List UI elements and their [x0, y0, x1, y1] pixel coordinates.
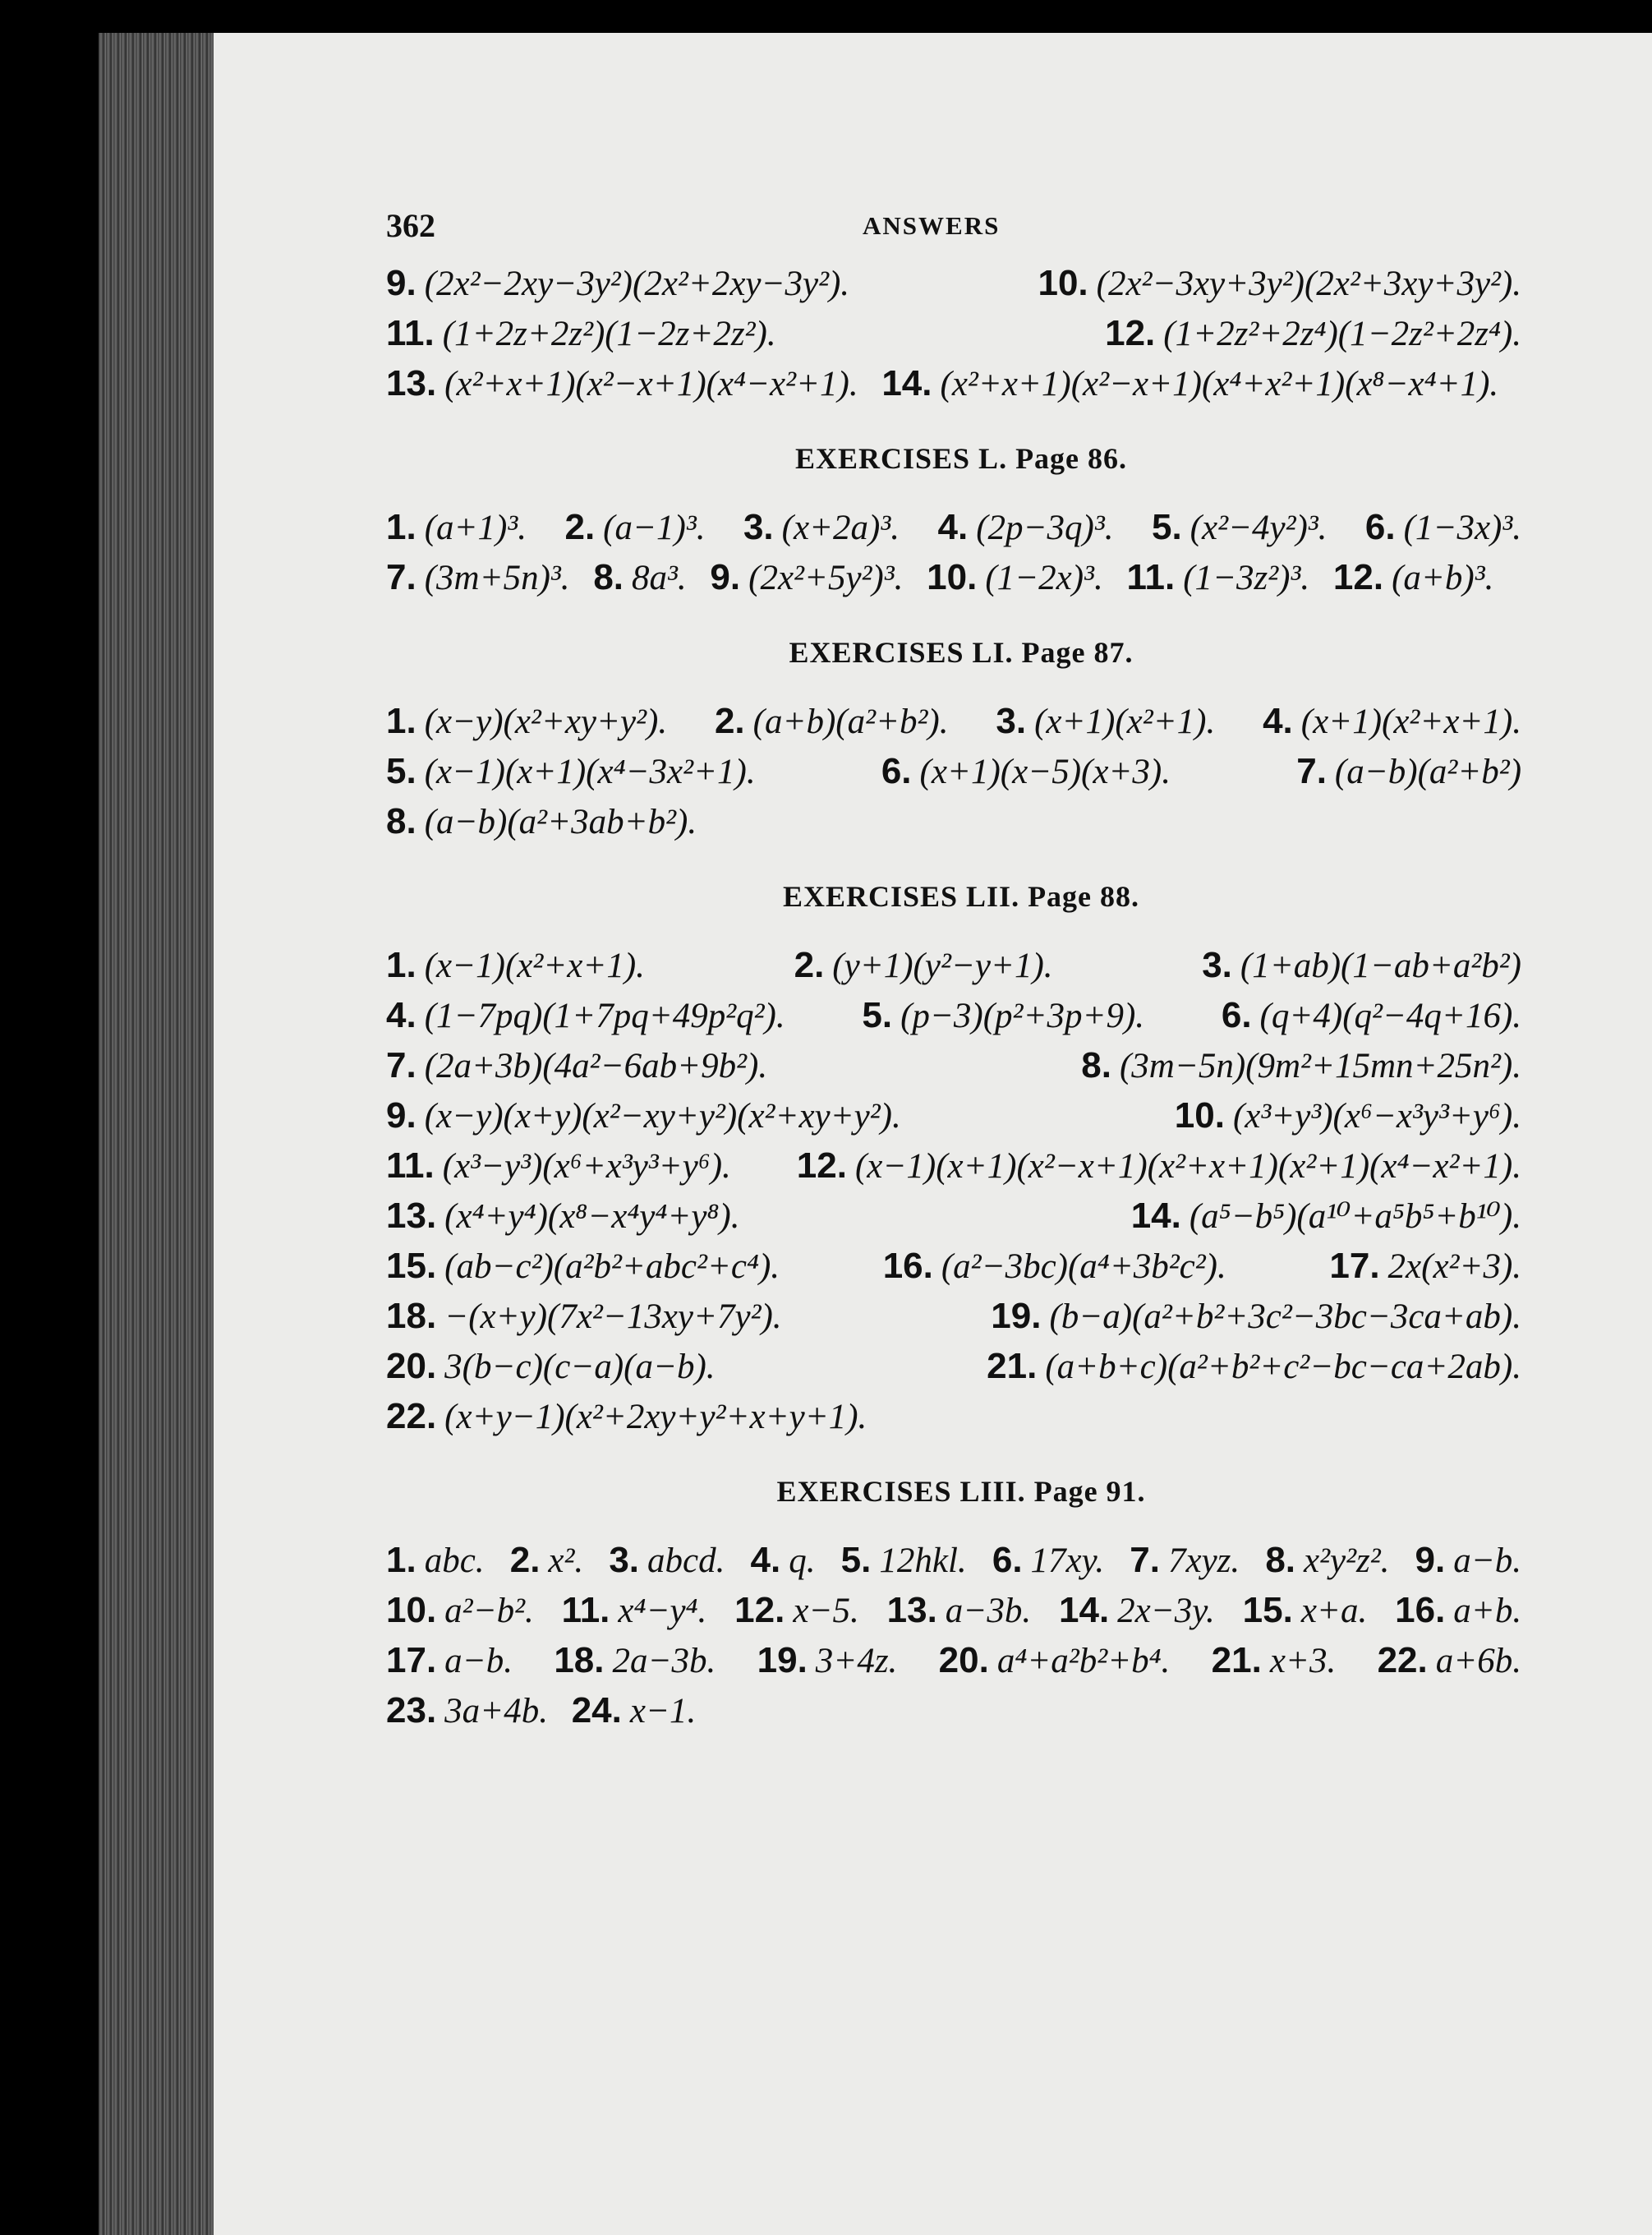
answer-expression: x+3. [1269, 1642, 1337, 1680]
answer-expression: (x−1)(x²+x+1). [424, 947, 645, 985]
answer-expression: (q+4)(q²−4q+16). [1259, 997, 1522, 1035]
answer-number: 3. [1202, 945, 1232, 985]
answer-number: 9. [386, 263, 416, 303]
answer-number: 10. [386, 1590, 437, 1630]
exercise-sections [386, 434, 1536, 1736]
answer-number: 10. [1174, 1095, 1225, 1136]
answer-item [1265, 1541, 1389, 1580]
answer-expression: 12hkl. [879, 1541, 967, 1580]
answer-expression: x−5. [793, 1592, 859, 1630]
answer-expression: (a+b)(a²+b²). [752, 703, 949, 741]
answer-number: 4. [750, 1540, 781, 1580]
answer-item [939, 1642, 1171, 1680]
answer-expression: (x+2a)³. [781, 509, 900, 547]
answer-expression: abc. [424, 1541, 485, 1580]
answer-expression: a²−b². [444, 1592, 534, 1630]
answer-expression: (x+1)(x−5)(x+3). [919, 753, 1171, 791]
answer-item [1038, 265, 1521, 303]
answer-number: 3. [743, 507, 774, 547]
answer-item [1365, 509, 1521, 547]
answer-expression: (x−1)(x+1)(x⁴−3x²+1). [424, 753, 756, 791]
answer-number: 15. [386, 1246, 437, 1286]
answer-item [386, 1297, 782, 1336]
answer-item [593, 559, 686, 597]
answer-item [1329, 1247, 1521, 1286]
answer-item [938, 509, 1114, 547]
answer-item [554, 1642, 716, 1680]
answer-number: 15. [1242, 1590, 1293, 1630]
answer-number: 16. [882, 1246, 933, 1286]
answer-number: 18. [554, 1640, 605, 1680]
answer-expression: 2x−3y. [1117, 1592, 1215, 1630]
answer-number: 11. [386, 313, 435, 353]
answer-item [1131, 1197, 1521, 1236]
answer-number: 6. [992, 1540, 1023, 1580]
answer-expression: (y+1)(y²−y+1). [832, 947, 1053, 985]
answers-paragraph [386, 1536, 1536, 1736]
answer-expression: abcd. [647, 1541, 725, 1580]
answer-expression: x². [548, 1541, 584, 1580]
answer-number: 5. [1151, 507, 1182, 547]
answer-expression: (x+1)(x²+x+1). [1300, 703, 1522, 741]
answer-item [572, 1692, 697, 1730]
answer-expression: (x−y)(x+y)(x²−xy+y²)(x²+xy+y²). [424, 1097, 901, 1136]
answer-number: 5. [862, 995, 893, 1035]
answer-expression: x+a. [1300, 1592, 1368, 1630]
answer-expression: (x³−y³)(x⁶+x³y³+y⁶). [442, 1147, 731, 1186]
answer-number: 7. [1130, 1540, 1160, 1580]
answer-expression: (x+y−1)(x²+2xy+y²+x+y+1). [444, 1398, 867, 1436]
answer-item [386, 365, 858, 403]
answer-expression: −(x+y)(7x²−13xy+7y²). [444, 1297, 782, 1336]
book-spine-edge [99, 33, 222, 2235]
answer-expression: (a²−3bc)(a⁴+3b²c²). [941, 1247, 1226, 1286]
answer-expression: a+6b. [1435, 1642, 1522, 1680]
answer-number: 10. [927, 557, 978, 597]
page-number: 362 [386, 207, 435, 244]
answer-number: 11. [561, 1590, 610, 1630]
answer-expression: (x−y)(x²+xy+y²). [424, 703, 668, 741]
answer-number: 8. [593, 557, 624, 597]
answer-item [1378, 1642, 1521, 1680]
answer-expression: a⁴+a²b²+b⁴. [996, 1642, 1171, 1680]
answer-item [386, 1592, 534, 1630]
answer-number: 12. [1332, 557, 1384, 597]
answer-number: 5. [386, 751, 416, 791]
answer-number: 14. [1130, 1196, 1181, 1236]
answer-number: 23. [386, 1690, 437, 1730]
answer-expression: (x²+x+1)(x²−x+1)(x⁴−x²+1). [444, 365, 858, 403]
answer-item [1263, 703, 1521, 741]
answer-item [996, 703, 1215, 741]
answer-expression: (a−b)(a²+3ab+b²). [424, 803, 697, 841]
answer-expression: 3+4z. [815, 1642, 898, 1680]
answers-paragraph [386, 697, 1536, 847]
answer-item [386, 753, 756, 791]
answer-number: 11. [386, 1145, 435, 1186]
page-header [386, 201, 1536, 259]
answer-expression: (3m+5n)³. [424, 559, 570, 597]
answer-item [510, 1541, 583, 1580]
answer-number: 17. [386, 1640, 437, 1680]
answer-item [1081, 1047, 1521, 1085]
answer-expression: (1−2x)³. [985, 559, 1103, 597]
answer-item [1126, 559, 1309, 597]
answer-expression: x⁴−y⁴. [618, 1592, 707, 1630]
answer-number: 1. [386, 701, 416, 741]
answer-item [881, 753, 1171, 791]
answer-item [386, 1642, 513, 1680]
answer-expression: (x²−4y²)³. [1190, 509, 1328, 547]
answer-number: 4. [937, 507, 969, 547]
answer-number: 4. [386, 995, 416, 1035]
answer-item [883, 1247, 1226, 1286]
answer-expression: (x+1)(x²+1). [1034, 703, 1216, 741]
answer-expression: (a−b)(a²+b²) [1334, 753, 1522, 791]
answer-number: 2. [509, 1540, 541, 1580]
answer-item [1059, 1592, 1215, 1630]
answer-number: 8. [1081, 1045, 1111, 1085]
answer-expression: (1−3z²)³. [1183, 559, 1310, 597]
answer-number: 12. [1105, 313, 1156, 353]
answer-expression: 3(b−c)(c−a)(a−b). [444, 1348, 716, 1386]
answer-number: 22. [386, 1396, 437, 1436]
answer-item [841, 1541, 967, 1580]
answer-number: 2. [714, 701, 745, 741]
answer-number: 9. [386, 1095, 416, 1136]
answer-expression: (a+1)³. [424, 509, 527, 547]
answer-item [927, 559, 1103, 597]
answer-item [1296, 753, 1521, 791]
answer-number: 7. [386, 557, 416, 597]
answer-item [715, 703, 949, 741]
answer-expression: a−b. [444, 1642, 513, 1680]
answer-item [386, 265, 849, 303]
answer-item [751, 1541, 816, 1580]
answer-number: 10. [1038, 263, 1088, 303]
answer-number: 24. [571, 1690, 622, 1730]
answer-item [386, 1348, 716, 1386]
answer-number: 14. [1059, 1590, 1110, 1630]
answer-number: 6. [881, 751, 912, 791]
answer-item [386, 703, 667, 741]
answer-item [1175, 1097, 1521, 1136]
answer-item [881, 365, 1498, 403]
answer-item [564, 509, 705, 547]
answer-expression: 8a³. [632, 559, 687, 597]
answer-expression: (3m−5n)(9m²+15mn+25n²). [1119, 1047, 1521, 1085]
answer-number: 5. [840, 1540, 872, 1580]
answer-number: 2. [794, 945, 825, 985]
answer-expression: 2x(x²+3). [1387, 1247, 1522, 1286]
answer-number: 3. [609, 1540, 640, 1580]
answer-item [1222, 997, 1521, 1035]
answer-number: 4. [1263, 701, 1293, 741]
answer-number: 8. [1265, 1540, 1296, 1580]
answer-number: 19. [991, 1296, 1042, 1336]
answer-number: 18. [386, 1296, 437, 1336]
answer-item [386, 1097, 901, 1136]
answer-item [1105, 315, 1521, 353]
section-title: EXERCISES LII. Page 88. [782, 880, 1140, 913]
answer-expression: (a+b)³. [1392, 559, 1494, 597]
answer-expression: (1+ab)(1−ab+a²b²) [1240, 947, 1522, 985]
answer-expression: (1−7pq)(1+7pq+49p²q²). [424, 997, 785, 1035]
answer-item [386, 1692, 548, 1730]
answer-item [734, 1592, 859, 1630]
answer-number: 14. [881, 363, 932, 403]
answer-expression: 7xyz. [1167, 1541, 1240, 1580]
answer-number: 13. [386, 1196, 437, 1236]
answer-expression: (x²+x+1)(x²−x+1)(x⁴+x²+1)(x⁸−x⁴+1). [940, 365, 1499, 403]
answer-item [1212, 1642, 1337, 1680]
answer-expression: a−b. [1453, 1541, 1522, 1580]
answer-item [386, 1197, 739, 1236]
answer-expression: (ab−c²)(a²b²+abc²+c⁴). [444, 1247, 780, 1286]
answer-item [862, 997, 1144, 1035]
answer-item [797, 1147, 1521, 1186]
answer-number: 17. [1329, 1246, 1380, 1286]
answer-item [1415, 1541, 1521, 1580]
answer-item [987, 1348, 1521, 1386]
answer-item [562, 1592, 707, 1630]
answer-number: 13. [886, 1590, 937, 1630]
answer-item [1152, 509, 1327, 547]
answer-number: 7. [386, 1045, 416, 1085]
answer-item [1395, 1592, 1521, 1630]
answer-expression: x−1. [629, 1692, 697, 1730]
answer-number: 12. [796, 1145, 847, 1186]
answers-continued [386, 259, 1536, 409]
answer-number: 6. [1364, 507, 1396, 547]
answer-item [992, 1541, 1104, 1580]
answer-number: 16. [1395, 1590, 1446, 1630]
answer-expression: (a+b+c)(a²+b²+c²−bc−ca+2ab). [1045, 1348, 1521, 1386]
answer-item [1130, 1541, 1240, 1580]
answer-number: 1. [386, 507, 416, 547]
answer-item [757, 1642, 898, 1680]
answer-number: 20. [386, 1346, 437, 1386]
answer-number: 7. [1296, 751, 1327, 791]
page-content [386, 201, 1536, 1753]
answers-paragraph [386, 941, 1536, 1442]
answer-item [386, 1047, 767, 1085]
answer-item [794, 947, 1053, 985]
answer-expression: (2p−3q)³. [976, 509, 1114, 547]
answer-expression: (x−1)(x+1)(x²−x+1)(x²+x+1)(x²+1)(x⁴−x²+1). [854, 1147, 1521, 1186]
answer-expression: (b−a)(a²+b²+3c²−3bc−3ca+ab). [1049, 1297, 1521, 1336]
answer-number: 2. [564, 507, 596, 547]
answer-number: 9. [1415, 1540, 1446, 1580]
answer-number: 11. [1126, 557, 1176, 597]
answer-expression: (1+2z²+2z⁴)(1−2z²+2z⁴). [1163, 315, 1521, 353]
answer-number: 20. [938, 1640, 989, 1680]
section-title: EXERCISES LIII. Page 91. [776, 1475, 1146, 1508]
running-head: ANSWERS [863, 211, 1001, 240]
answer-item [386, 1541, 485, 1580]
answer-expression: 2a−3b. [612, 1642, 716, 1680]
answer-item [609, 1541, 725, 1580]
answer-item [1243, 1592, 1368, 1630]
answer-item [386, 947, 645, 985]
answer-number: 3. [996, 701, 1027, 741]
answer-item [991, 1297, 1521, 1336]
answer-item [887, 1592, 1031, 1630]
answer-expression: (p−3)(p²+3p+9). [900, 997, 1145, 1035]
answer-expression: 3a+4b. [444, 1692, 548, 1730]
answer-expression: (a−1)³. [603, 509, 706, 547]
answer-number: 21. [987, 1346, 1038, 1386]
answer-item [386, 1247, 780, 1286]
answer-item [386, 997, 785, 1035]
answer-expression: a−3b. [945, 1592, 1032, 1630]
section-title: EXERCISES L. Page 86. [794, 442, 1128, 475]
answer-number: 13. [386, 363, 437, 403]
answer-expression: (2x²+5y²)³. [748, 559, 904, 597]
answer-item [710, 559, 903, 597]
answer-item [386, 509, 527, 547]
answer-number: 19. [757, 1640, 808, 1680]
answer-expression: (x⁴+y⁴)(x⁸−x⁴y⁴+y⁸). [444, 1197, 740, 1236]
answer-number: 22. [1377, 1640, 1428, 1680]
answer-item [743, 509, 900, 547]
answer-expression: (a⁵−b⁵)(a¹⁰+a⁵b⁵+b¹⁰). [1189, 1197, 1521, 1236]
answer-number: 6. [1221, 995, 1252, 1035]
answer-item [386, 315, 776, 353]
answer-expression: (2x²−3xy+3y²)(2x²+3xy+3y²). [1096, 265, 1521, 303]
answer-number: 9. [710, 557, 741, 597]
answer-expression: (1−3x)³. [1403, 509, 1521, 547]
answer-item [1333, 559, 1493, 597]
answer-item [386, 1398, 867, 1436]
answer-number: 12. [734, 1590, 785, 1630]
answer-expression: (x³+y³)(x⁶−x³y³+y⁶). [1232, 1097, 1521, 1136]
answer-item [386, 559, 570, 597]
answer-expression: (2a+3b)(4a²−6ab+9b²). [424, 1047, 768, 1085]
answer-expression: x²y²z². [1304, 1541, 1390, 1580]
answers-paragraph [386, 503, 1536, 603]
answer-expression: (2x²−2xy−3y²)(2x²+2xy−3y²). [424, 265, 850, 303]
answer-number: 1. [386, 1540, 416, 1580]
answer-expression: q. [789, 1541, 816, 1580]
answer-item [386, 803, 697, 841]
answer-expression: (1+2z+2z²)(1−2z+2z²). [442, 315, 776, 353]
section-title: EXERCISES LI. Page 87. [789, 636, 1134, 669]
answer-number: 21. [1211, 1640, 1262, 1680]
answer-expression: a+b. [1453, 1592, 1522, 1630]
answer-number: 8. [386, 801, 416, 841]
answer-expression: 17xy. [1030, 1541, 1105, 1580]
answer-number: 1. [386, 945, 416, 985]
answer-item [386, 1147, 731, 1186]
answer-item [1202, 947, 1521, 985]
